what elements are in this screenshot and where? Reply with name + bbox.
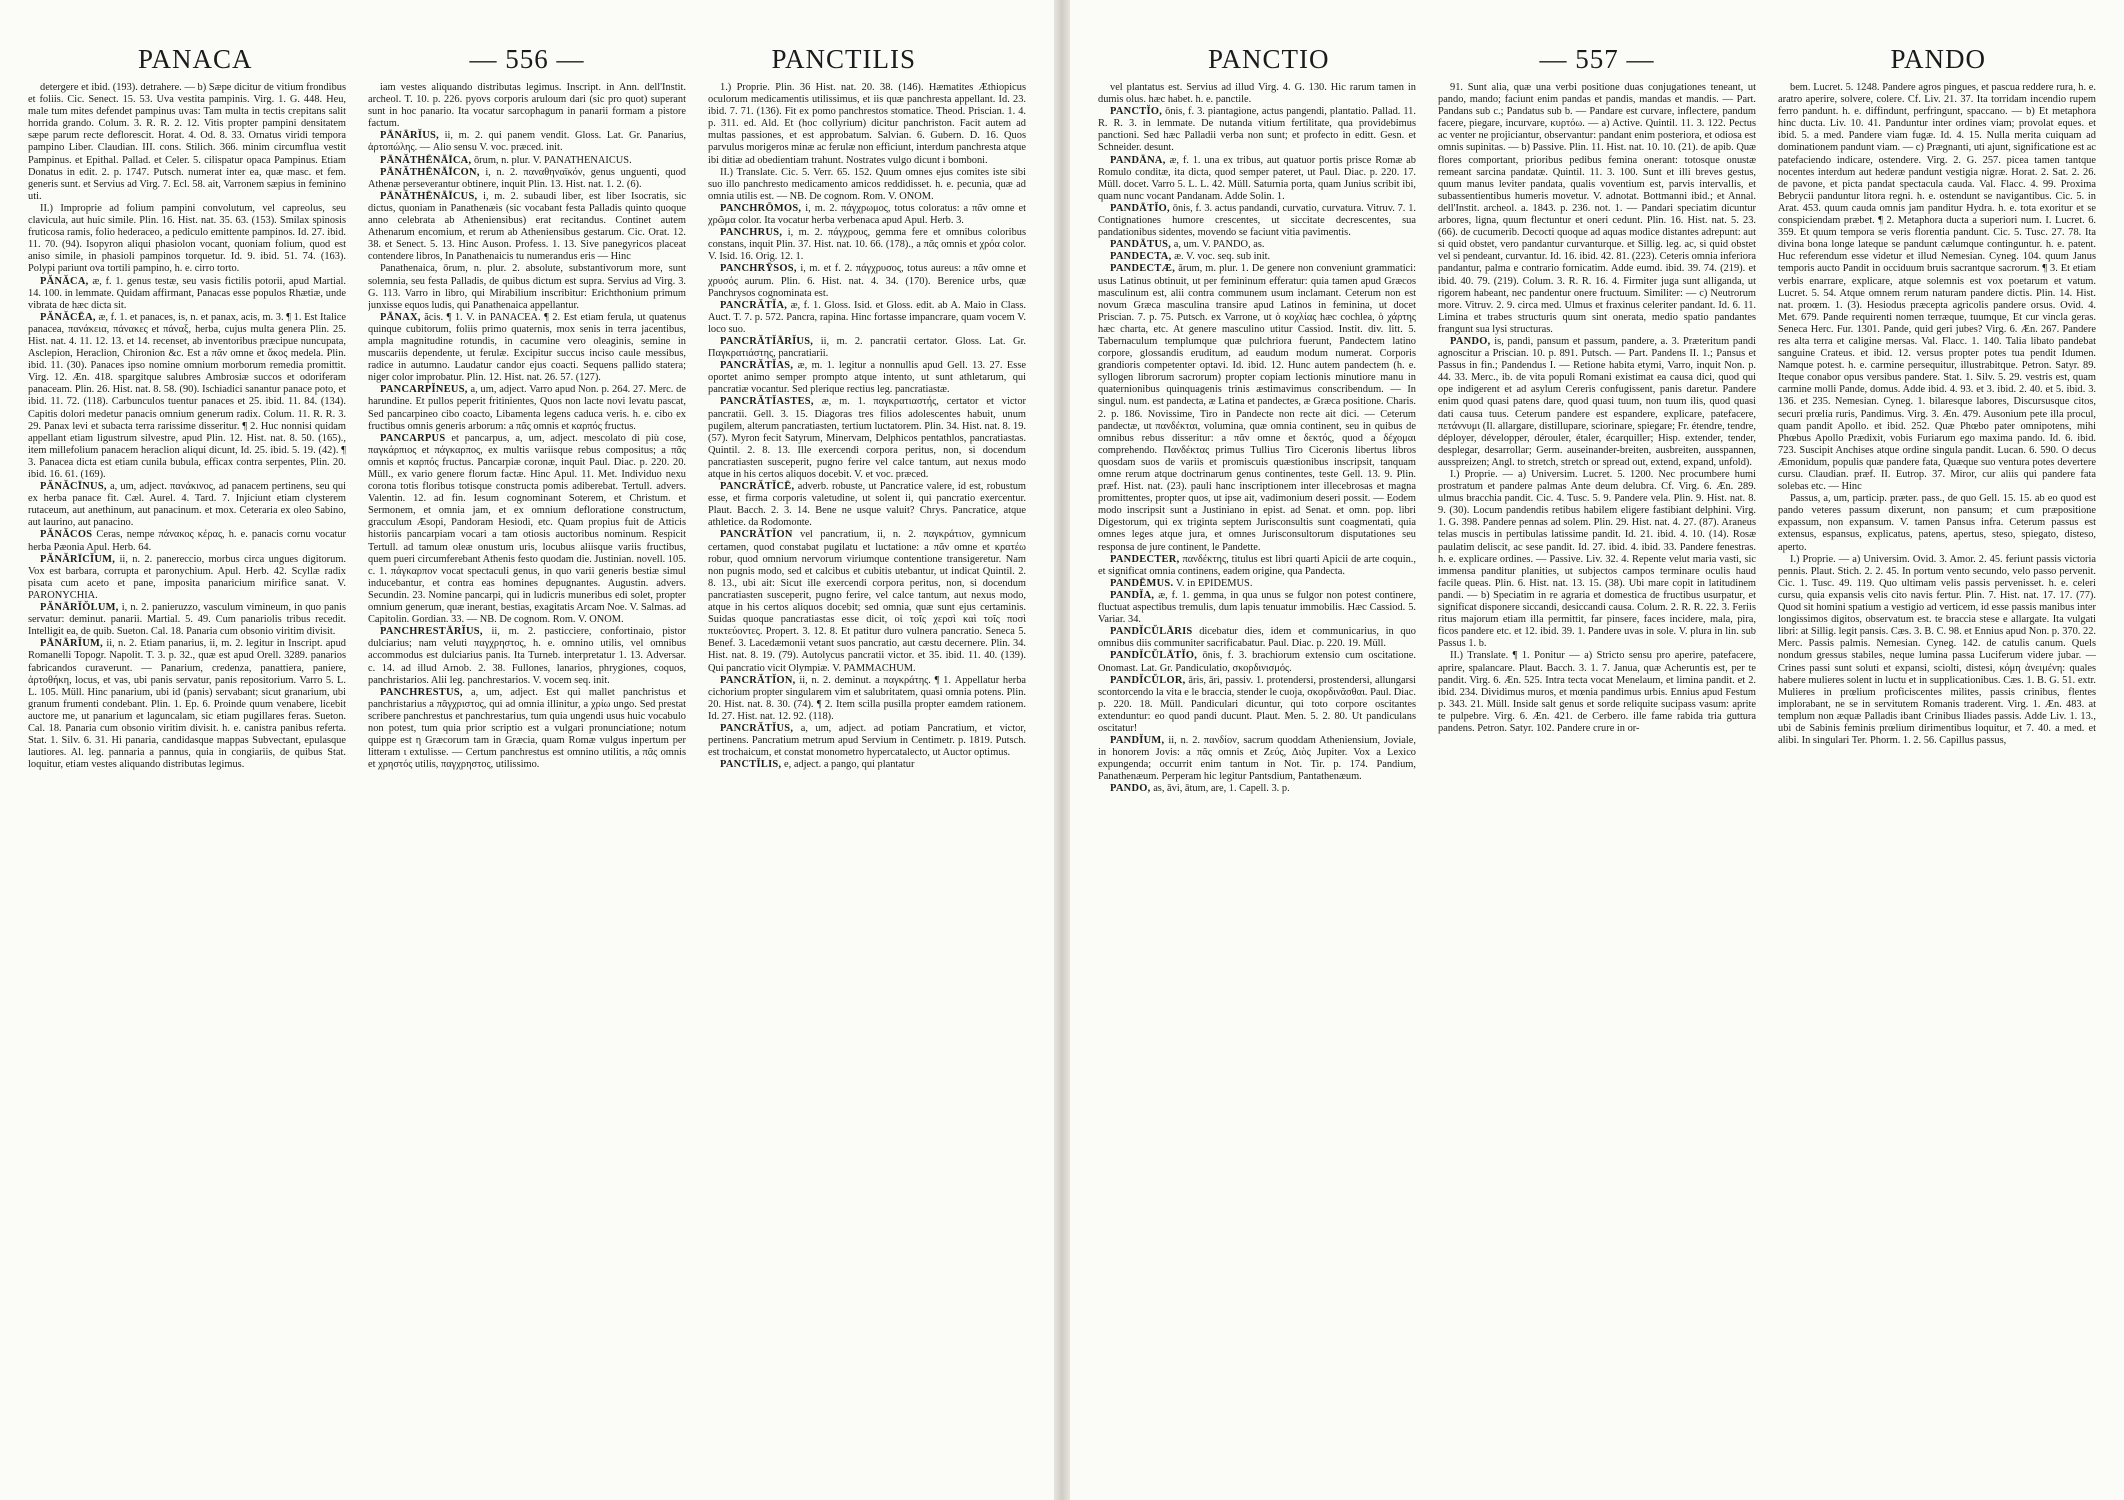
text-column bbox=[708, 82, 1026, 1466]
dictionary-entry bbox=[1098, 155, 1416, 203]
entry-text: æ, f. 1. genus testæ, seu vasis fictilis potorii, apud Martial. 14. 100. in lemmate. Quidam affirmant, Panacas esse populos Rhætiæ, unde vibrata de hæc dicta sit. bbox=[28, 275, 346, 311]
dictionary-entry bbox=[1098, 263, 1416, 553]
dictionary-entry bbox=[708, 336, 1026, 360]
entry-text: e, adject. a pango, qui plantatur bbox=[784, 759, 915, 771]
entry-text: detergere et ibid. (193). detrahere. — b) Sæpe dicitur de vitium frondibus et foliis. Cic. Senect. 15. 53. Uva vestita pampinis. Virg. 1. G. 448. Heu, male tum mites defendet pampinus uvas: Tam multa in tectis crepitans salit horrida grando. Colum. 3. R. R. 2. 12. Vitis propter pampini densitatem sæpe parum recte deflorescit. Horat. 4. Od. 8. 33. Ornatus viridi tempora pampino Liber. Claudian. III. cons. Stilich. 366. minim circumflua vestit Pampinus. et Epithal. Pallad. et Celer. 5. cilispatur opaca Pampinus. Etiam Donatus in edit. 2. p. 1747. Putsch. numerat inter ea, quæ masc. et fem. generis sunt. et Servius ad Virg. 7. Ecl. 58. ait, Varronem sæpius in feminino uti. bbox=[28, 82, 346, 202]
entry-lemma: PANCRĂTĬON bbox=[720, 529, 793, 541]
entry-text: I.) Proprie. — a) Universim. Ovid. 3. Amor. 2. 45. feriunt passis victoria pennis. Plaut. Stich. 2. 2. 45. In portum vento secundo, velo passo pervenit. Cic. 1. Tusc. 49. 119. Quo ultimam velis passis pervenisset. h. e. celeri cursu, quia expansis velis cito navis fertur. Plin. 7. Hist. nat. 17. 17. (77). Quod sit homini spatium a vestigio ad verticem, id esse passis manibus inter longissimos digitos, observatum est. te braccia stese e allargate. Ita vulgati libri: at Sillig. legit pansis. Cæs. 3. B. C. 98. et Ennius apud Non. p. 370. 22. Merc. Passis palmis. Nemesian. Cyneg. 142. de catulis canum. Quels nondum gressus stabiles, neque lumina passa Luciferum videre jubar. — Crines passi sunt soluti et expansi, sciolti, distesi, κόμη ἀνειμένη: quales habere mulieres solent in luctu et in supplicationibus. Cæs. 1. B. G. 51. extr. Mulieres in prœlium proficiscentes milites, passis crinibus, flentes implorabant, ne se in servitutem Romanis traderent. Virg. 1. Æn. 483. at templum non æquæ Palladis ibant Crinibus Iliades passis. Adde Liv. 1. 13., ubi de Sabinis feminis prœlium dirimentibus loquitur, et 7. 40. a med. et alibi. In singulari Ter. Phorm. 1. 2. 56. Capillus passus, bbox=[1778, 553, 2096, 747]
dictionary-entry bbox=[28, 203, 346, 276]
dictionary-entry bbox=[708, 396, 1026, 481]
entry-lemma: PANDECTER, bbox=[1110, 553, 1180, 565]
dictionary-entry bbox=[1098, 626, 1416, 650]
entry-lemma: PANCTĬO, bbox=[1110, 106, 1163, 118]
entry-lemma: PANCHRUS, bbox=[720, 227, 783, 239]
entry-text: vel pancratium, ii, n. 2. παγκράτιον, gymnicum certamen, quod constabat pugilatu et luctatione: a πᾶν omne et κρατέω robur, quod omnium nervorum viriumque contentione transigeretur. Nam non pugnis modo, sed et calcibus et cubitis utebantur, ut indicat Quintil. 2. 8. 13., ubi ait: Sicut ille exercendi corpora peritus, non, si docendum pancratiasten susceperit, pugno ferire, vel calce tantum, aut nexus modo, atque in his certos aliquos docebit; sed omnia, quæ sunt ejus certaminis. Suidas quoque pancratiastas esse dicit, οἱ τοῖς χερσὶ καὶ τοῖς ποσὶ πυκτεύοντες. Propert. 3. 12. 8. Et patitur duro vulnera pancratio. Seneca 5. Benef. 3. Lacedæmonii vetant suos pancratio, aut cæstu decernere. Plin. 34. Hist. nat. 8. 19. (79). Autolycus pancratii victor. et 35. ibid. 11. 40. (139). Qui pancratio vicit Olympiæ. V. PAMMACHUM. bbox=[708, 529, 1026, 674]
dictionary-entry bbox=[368, 191, 686, 264]
page-number: — 556 — bbox=[469, 44, 585, 74]
dictionary-entry bbox=[708, 227, 1026, 263]
dictionary-entry bbox=[1778, 554, 2096, 748]
dictionary-entry bbox=[28, 276, 346, 312]
entry-lemma: PANDO, bbox=[1450, 335, 1491, 347]
entry-lemma: PĂNĂCĪNUS, bbox=[40, 481, 107, 493]
dictionary-entry bbox=[28, 481, 346, 529]
entry-text: æ. V. voc. seq. sub init. bbox=[1174, 251, 1271, 263]
dictionary-entry bbox=[1438, 650, 1756, 735]
dictionary-entry bbox=[28, 638, 346, 771]
dictionary-entry bbox=[1438, 469, 1756, 650]
entry-lemma: PANCRĂTĬA, bbox=[720, 299, 788, 311]
entry-text: adverb. robuste, ut Pancratice valere, id est, robustum esse, et firma corporis valetudine, ut solent ii, qui pancratio exercentur. Plaut. Bacch. 2. 3. 14. Bene ne usque valuit? Chrys. Pancratice, atque athletice. da Rodomonte. bbox=[708, 481, 1026, 529]
dictionary-entry bbox=[1098, 578, 1416, 590]
entry-lemma: PANDĀTUS, bbox=[1110, 239, 1172, 251]
entry-text: a, um, adject. Varro apud Non. p. 264. 27. Merc. de harundine. Et pullos peperit fritinientes, Quos non lacte novi levatu pascat, Sed pancarpineo cibo coacto, Libamenta legens caduca veris. h. e. cibo ex fructibus omnis generis arborum: a πᾶς omnis et καρπός fructus. bbox=[368, 384, 686, 432]
entry-lemma: PANDĬCŬLĀTĬO, bbox=[1110, 650, 1198, 662]
entry-lemma: PANDĬUM, bbox=[1110, 735, 1165, 747]
entry-text: V. in EPIDEMUS. bbox=[1175, 577, 1253, 589]
entry-text: āris, āri, passiv. 1. protendersi, prostendersi, allungarsi scontorcendo la vita e le braccia, stender le cuoja, σκορδινᾶσθαι. Paul. Diac. p. 220. 18. Müll. Pandiculari dicuntur, qui toto corpore oscitantes extenduntur: eo quod pandi ducunt. Plaut. Men. 5. 2. 80. Ut pandiculans oscitatur! bbox=[1098, 674, 1416, 734]
entry-text: i, m. 2. subaudi liber, est liber Isocratis, sic dictus, quoniam in Panathenæis (sic vocabant festa Palladis quinto quoque anno celebrata ab Atheniensibus) erat recitandus. Continet autem Athenarum encomium, et rerum ab Atheniensibus gestarum. Cic. Orat. 12. 38. et Senect. 5. 13. Hinc Auson. Profess. 1. 13. Sive panegyricos placeat contendere libros, In Panathenaicis tu numerandus eris — Hinc bbox=[368, 190, 686, 263]
dictionary-entry bbox=[28, 82, 346, 203]
entry-text: 1.) Proprie. Plin. 36 Hist. nat. 20. 38. (146). Hæmatites Æthiopicus oculorum medicamentis utilissimus, et iis quæ panchresta appellant. Id. 23. ibid. 7. 71. (136). Fit ex pomo panchrestos stomatice. Theod. Priscian. 1. 4. p. 311. ed. Ald. Et (hoc collyrium) dicitur panchriston. Facit autem ad multas passiones, et est approbatum. Salvian. 6. Gubern. D. 16. Quos parvulus morigeros minæ ac ferulæ non efficiunt, interdum panchresta atque ibi ditiæ ad obedientiam trahunt. Nostrates vulgo dicunt i bomboni. bbox=[708, 82, 1026, 166]
entry-text: as, āvi, ātum, are, 1. Capell. 3. p. bbox=[1153, 783, 1290, 795]
entry-text: æ, f. 1. Gloss. Isid. et Gloss. edit. ab A. Maio in Class. Auct. T. 7. p. 572. Pancra, rapina. Hinc fortasse impancrare, quam vocem V. loco suo. bbox=[708, 299, 1026, 335]
dictionary-entry bbox=[28, 312, 346, 481]
dictionary-entry bbox=[708, 300, 1026, 336]
entry-lemma: PANCHRŌMOS, bbox=[720, 202, 802, 214]
dictionary-entry bbox=[1778, 82, 2096, 493]
header-left-headword: PANCTIO bbox=[1208, 44, 1330, 74]
entry-text: II.) Improprie ad folium pampini convolutum, vel capreolus, seu clavicula, aut huic simile. Plin. 16. Hist. nat. 35. 63. (153). Smilax spinosis fruticosa ramis, folio hederaceo, a pediculo emittente pampinos. Id. 27. ibid. 11. 70. (94). Isopyron aliqui phasiolon vocant, quoniam folium, quod est aniso simile, in phasioli pampinos torquetur. Id. 9. ibid. 51. 74. (163). Polypi pariunt ova tortili pampino, h. e. cirro torto. bbox=[28, 202, 346, 275]
dictionary-entry bbox=[28, 602, 346, 638]
dictionary-entry bbox=[1098, 82, 1416, 106]
entry-text: a, um. V. PANDO, as. bbox=[1173, 239, 1265, 251]
entry-lemma: PĀNĀRĬUM, bbox=[40, 638, 104, 650]
entry-text: πανδέκτης, titulus est libri quarti Apicii de arte coquin., et significat omnia continens, eadem origine, qua Pandecta. bbox=[1098, 553, 1416, 577]
dictionary-entry bbox=[708, 203, 1026, 227]
entry-text: a, um, adject. Est qui mallet panchristus et panchristarius a πᾶγχριστος, qui ad omnia illinitur, a χρίω ungo. Sed prestat scribere panchrestus et panchrestarius, tum quia ungendi usus huic vocabulo non potest, tum quia prior scriptio est a vulgari pronunciatione; notum quippe est η Græcorum tam in Græcia, quam Romæ vulgus inpertum per litteram ι extulisse. — Certum panchrestus est omnino utilitis, a πᾶς omnis et χρηστός utilis, παγχρηστος, utilissimo. bbox=[368, 686, 686, 771]
entry-lemma: PĂNĀRĬŎLUM, bbox=[40, 602, 119, 614]
text-column bbox=[368, 82, 686, 1466]
entry-text: ōnis, f. 3. actus pandandi, curvatio, curvatura. Vitruv. 7. 1. Contignationes humore crescentes, ut siccitate decrescentes, sua pandationibus sidentes, movendo se faciunt vitia pavimentis. bbox=[1098, 202, 1416, 239]
entry-lemma: PĀNĂTHĒNĀĪCUS, bbox=[380, 190, 478, 202]
text-column bbox=[1778, 82, 2096, 1466]
entry-text: a, um, adject. ad potiam Pancratium, et victor, pertinens. Pancratium metrum apud Servium in Centimetr. p. 1819. Putsch. est trochaicum, et constat monometro hypercatalecto, ut Auctor optimus. bbox=[708, 722, 1026, 759]
text-columns bbox=[1098, 82, 2096, 1466]
dictionary-entry bbox=[28, 529, 346, 553]
entry-text: a, um, adject. πανάκινος, ad panacem pertinens, seu qui ex herba panace fit. Cæl. Aurel. 4. Tard. 7. Injiciunt etiam clysterem rutaceum, aut anethinum, aut panacinum. et mox. Ceteraria ex oleo Sabino, aut laurino, aut panacino. bbox=[28, 481, 346, 529]
entry-text: i, n. 2. panieruzzo, vasculum vimineum, in quo panis servatur: deminut. panarii. Martial. 5. 49. Cum panariolis tribus recedit. Intelligit ea, de quib. Sueton. Cal. 18. Panaria cum obsonio viritim divisit. bbox=[28, 602, 346, 638]
dictionary-entry bbox=[708, 263, 1026, 299]
dictionary-entry bbox=[368, 130, 686, 154]
entry-lemma: PANCTĬLIS, bbox=[720, 759, 782, 771]
dictionary-entry bbox=[1098, 251, 1416, 263]
entry-lemma: PANDĀNA, bbox=[1110, 154, 1166, 166]
entry-text: ōnis, f. 3. brachiorum extensio cum oscitatione. Onomast. Lat. Gr. Pandiculatio, σκορδινισμός. bbox=[1098, 650, 1416, 674]
dictionary-entry bbox=[708, 675, 1026, 723]
entry-lemma: PANCARPUS bbox=[380, 432, 446, 444]
dictionary-entry bbox=[368, 433, 686, 627]
entry-text: et pancarpus, a, um, adject. mescolato di più cose, παγκάρπιος et πάγκαρπος, ex multis variisque rebus compositus; a πᾶς omnis et καρπός fructus. Pancarpiæ coronæ, inquit Paul. Diac. p. 220. 20. Müll., ex vario genere florum factæ. Hinc Apul. 11. Met. Individuo nexu corona totis floribus totisque constructa pomis adiberebat. Tertull. advers. Valentin. 12. ad fin. Iesum cognominant Soterem, et Christum. et Sermonem, et omnia jam, et ex omnium defloratione constructum, gracculum Æsopi, Pandoram Hesiodi, etc. Quam propius fuit de Atticis historiis pancarpiam vocari a tam otiosis auctoribus nominum. Respicit Tertull. ad tamum oleæ onustum uris, locubus aliisque variis fructibus, quem pueri circumferebant Athenis festo quodam die. Justinian. novell. 105. c. 1. πάγκαρπον vocat spectaculi genus, in quo varii generis bestiæ simul inducebantur, et contra eas homines depugnantes. Augustin. advers. Secundin. 23. Nomine pancarpi, qui in ludicris muneribus edi solet, propter omnium generum, quæ inerant, bestias, exagitatis Arcam Noe. V. Salmas. ad Capitolin. Gordian. 33. — NB. De cognom. Rom. V. ONOM. bbox=[368, 432, 686, 626]
header-left-headword: PANACA bbox=[138, 44, 253, 74]
entry-lemma: PANCRĂTĬAS, bbox=[720, 360, 794, 372]
left-dictionary-page bbox=[0, 0, 1054, 1500]
dictionary-entry bbox=[368, 155, 686, 167]
entry-text: dicebatur dies, idem et communicarius, in quo omnibus diis communiter sacrificabatur. Paul. Diac. p. 220. 19. Müll. bbox=[1098, 626, 1416, 650]
dictionary-entry bbox=[368, 82, 686, 130]
entry-text: ii, n. 2. Etiam panarius, ii, m. 2. legitur in Inscript. apud Romanelli Topogr. Napolit. T. 3. p. 32., quæ est apud Orell. 3289. panarios fabricandos curaverunt. — Panarium, credenza, panattiera, paniere, ἀρτοθήκη, locus, et vas, ubi panis servatur, panis repositorium. Varro 5. L. L. 105. Müll. Hinc panarium, ubi id (panis) servabant; sicut granarium, ubi granum frumenti condebant. Plin. 1. Ep. 6. Proinde quum venabere, licebit auctore me, ut panarium et laguncalam, sic etiam pugillares feras. Sueton. Cal. 18. Panaria cum obsonio viritim divisit. h. e. canistra panibus referta. Stat. 1. Silv. 6. 31. Hi panaria, candidasque mappas Subvectant, epulasque lautiores. Al. leg. pannaria a pannus, quia in congiariis, de quibus Stat. loquitur, etiam vestes aliquando distributas legimus. bbox=[28, 638, 346, 771]
dictionary-entry bbox=[1098, 203, 1416, 239]
entry-lemma: PĀNĂTHĒNĀĪCON, bbox=[380, 166, 480, 178]
entry-text: ii, n. 2. panereccio, morbus circa ungues digitorum. Vox est barbara, corrupta et paronychium. Apul. Herb. 42. Scyllæ radix pisata cum aceto et pane, imposita panaricium mirifice sanat. V. PARONYCHIA. bbox=[28, 553, 346, 601]
dictionary-entry bbox=[708, 167, 1026, 203]
entry-text: 91. Sunt alia, quæ una verbi positione duas conjugationes teneant, ut pando, mando; faciunt enim pandas et pandis, mandas et mandis. — Part. Pandans sub c.; Pandatus sub b. — Pandare est curvare, inflectere, pandum facere, piegare, incurvare, κυρτόω. — a) Active. Quintil. 11. 3. 122. Pectus ac venter ne projiciantur, observantur: pandant enim posteriora, et odiosa est omnis supinitas. — b) Passive. Plin. 11. Hist. nat. 10. 10. (21). de apib. Quæ flores comportant, prioribus pedibus femina onerant: totosque onustæ remeant sarcina pandatæ. Quintil. 11. 3. 100. Sunt et illi breves gestus, quum manus leviter pandata, qualis voventium est, parvis intervallis, et subassentientibus humeris movetur. V. adnotat. Bottmanni ibid.; et Annal. dell'Instit. archeol. a. 1843. p. 236. not. 1. — Pandari speciatim dicuntur arbores, ligna, quum flectuntur et oneri cedunt. Plin. 16. Hist. nat. 5. 23. (66). de cucumerib. Decocti quoque ad aquas modice distantes adrepunt: aut si quid obstet, vero pandantur curvanturque. et Sillig. leg. ac, si quid obstet vel si pendeant, curvantur. Id. 16. ibid. 42. 81. (223). Ceteris omnia inferiora pandantur, palma e contrario fornicatim. Adde eumd. ibid. 39. 74. (219). et ibid. 40. 79. (219). Colum. 3. R. R. 16. 4. Firmiter juga sunt alliganda, ut rigorem habeant, nec pandentur onere fructuum. Similiter: — c) Neutrorum more. Vitruv. 2. 9. circa med. Ulmus et fraxinus celeriter pandant. Id. 6. 11. Limina et trabes structuris quum sint onerata, medio spatio pandantes frangunt sua lysi structuras. bbox=[1438, 82, 1756, 335]
entry-text: æ, f. 1. et panaces, is, n. et panax, acis, m. 3. ¶ 1. Est Italice panacea, πανάκεια, πάνακες et πάναξ, herba, cujus multa genera Plin. 25. Hist. nat. 4. 11. 12. 13. et 14. recenset, ab inventoribus præcipue nuncupata, Asclepion, Heraclion, Chironion &c. Est a πᾶν omne et ἄκος medela. Plin. ibid. 11. (30). Panaces ipso nomine omnium morborum remedia promittit. Virg. 12. Æn. 418. spargitque salubres Ambrosiæ succos et odoriferam panaceam. Plin. 26. Hist. nat. 8. 58. (90). Ischiadici sanantur panace poto, et ibid. 11. 72. (118). Carbunculos tuentur panaces et 25. ibid. 11. 84. (134). Capitis dolori medetur panacis omnium generum radix. Colum. 11. R. R. 3. 29. Panax levi et subacta terra rarissime disseritur. ¶ 2. Huc nonnisi quidam appellant etiam ligustrum silvestre, apud Plin. 12. Hist. nat. 8. 50. (165)., item millefolium panacem heraclion aliqui dicunt, Id. 25. ibid. 5. 19. (42). ¶ 3. Panacea dicta est etiam cunila bubula, efficax contra serpentes, Plin. 20. ibid. 16. 61. (169). bbox=[28, 311, 346, 480]
entry-lemma: PĂNĂRĪCĬUM, bbox=[40, 553, 116, 565]
entry-lemma: PANDĒMUS. bbox=[1110, 577, 1174, 589]
entry-text: ii, n. 2. πανδίον, sacrum quoddam Atheniensium, Joviale, in honorem Jovis: a πᾶς omnis et Ζεύς, Διὸς Jupiter. Vox a Lexico expungenda; occurrit enim tantum in Not. Tir. p. 174. Pandium, Panathenæum. Perperam hic legitur Pantsdium, Pantathenæum. bbox=[1098, 735, 1416, 783]
entry-lemma: PANCHRESTĀRĬUS, bbox=[380, 626, 483, 638]
entry-text: æ, m. 1. legitur a nonnullis apud Gell. 13. 27. Esse oportet animo semper prompto atque intento, ut sunt athletarum, qui pancratiæ vocantur. Sed plerique rectius leg. pancratiastæ. bbox=[708, 360, 1026, 396]
entry-lemma: PANDĬCŬLOR, bbox=[1110, 674, 1186, 686]
entry-lemma: PĂNĂCA, bbox=[40, 275, 89, 287]
entry-text: vel plantatus est. Servius ad illud Virg. 4. G. 130. Hic rarum tamen in dumis olus. hæc habet. h. e. panctile. bbox=[1098, 82, 1416, 106]
entry-lemma: PANCRĂTĬASTES, bbox=[720, 396, 814, 408]
entry-text: ii, m. 2. qui panem vendit. Gloss. Lat. Gr. Panarius, ἀρτοπώλης. — Alio sensu V. voc. præced. init. bbox=[368, 130, 686, 154]
entry-lemma: PĂNĂCĒA, bbox=[40, 311, 96, 323]
dictionary-entry bbox=[1098, 675, 1416, 735]
entry-text: æ, f. 1. una ex tribus, aut quatuor portis prisce Romæ ab Romulo conditæ, ita dicta, quod semper pateret, ut Paul. Diac. p. 220. 17. Müll. docet. Varro 5. L. L. 42. Müll. Saturnia porta, quam Junius scribit ibi, quam nunc vocant Pandanam. Adde Solin. 1. bbox=[1098, 154, 1416, 202]
entry-lemma: PANCRĂTĬĀRĬUS, bbox=[720, 335, 814, 347]
right-dictionary-page bbox=[1070, 0, 2124, 1500]
entry-lemma: PANCHRȲSOS, bbox=[720, 263, 797, 275]
entry-text: Ceras, nempe πάνακος κέρας, h. e. panacis cornu vocatur herba Pæonia Apul. Herb. 64. bbox=[28, 529, 346, 553]
entry-lemma: PĀNĂTHĒNĀĪCA, bbox=[380, 154, 472, 166]
entry-text: ārum, m. plur. 1. De genere non conveniunt grammatici: usus Latinus obtinuit, ut per femininum efferatur: quia tamen apud Græcos masculinum est, alii contra communem usum inclamant. Ceterum non est novum Græca masculina transire apud Latinos in feminina, ut docet Priscian. 7. p. 75. Putsch. ex Varrone, ut ὁ κοχλίας hæc cochlea, ὁ χάρτης hæc charta, etc. At genere masculino utitur Cassiod. Instit. div. litt. 5. Tabernaculum templumque quæ pulchriora fuerunt, Pandectem latino corpore, glossandis eruditum, ad eaudum modum numerat. Corporis grandioris competenter optavi. Id. ibid. 12. Hunc autem pandectem (h. e. syllogen librorum sacrorum) propter copiam lectionis minutiore manu in quaternionibus quinquagenis trinis æstimavimus conscribendum. — In singul. num. est pandecta, æ Latina et pandectes, æ Græca positione. Charis. 2. p. 186. Novissime, Tiro in Pandecte non recte ait dici. — Ceterum pandectæ, ut πανδέκται, volumina, quæ omnia continent, seu in quibus de omnibus rebus disseritur: a πᾶν omne et δεκτός, quod a δέχομαι comprehendo. Πανδέκτας primus Tullius Tiro Ciceronis libertus libros quosdam suos de variis et promiscuis quæstionibus inscripsit, tanquam omne rerum atque doctrinarum genus continentes, teste Gell. 13. 9. Plin. præf. Hist. nat. (23). pauli hanc inscriptionem inter illecebrosas et magna promittentes, propter quos, ut ipse ait, vadimonium deseri possit. — Eodem modo inscripsit sunt a Justiniano in epist. ad Senat. et omn. pop. libri Digestorum, qui ex triginta septem Jurisconsultis sunt coagmentati, quia omnes leges atque jura, et omnes Jurisconsultorum disputationes seu responsa de jure continent, le Pandette. bbox=[1098, 263, 1416, 553]
entry-lemma: PANDECTA, bbox=[1110, 251, 1172, 263]
entry-lemma: PANCRĂTĬON, bbox=[720, 674, 796, 686]
entry-lemma: PANCRĂTĬCĒ, bbox=[720, 481, 795, 493]
dictionary-entry bbox=[1098, 590, 1416, 626]
page-number: — 557 — bbox=[1539, 44, 1655, 74]
entry-lemma: PANDĀTĬO, bbox=[1110, 202, 1170, 214]
dictionary-entry bbox=[1438, 82, 1756, 336]
dictionary-entry bbox=[368, 167, 686, 191]
dictionary-entry bbox=[708, 360, 1026, 396]
dictionary-entry bbox=[708, 759, 1026, 771]
entry-text: æ, m. 1. παγκρατιαστής, certator et victor pancratii. Gell. 3. 15. Diagoras tres filios adolescentes habuit, unum pugilem, alterum pancratiasten, tertium luctatorem. Plin. 34. Hist. nat. 8. 19. (57). Myron fecit Satyrum, Minervam, Delphicos pentathlos, pancratiastas. Quintil. 2. 8. 13. Ille exercendi corpora peritus, non, si docendum pancratiasten susceperit, pugno ferire vel calce tantum, aut nexus modo atque in his certos aliquos docebit. V. et voc. præced. bbox=[708, 396, 1026, 480]
entry-text: i, n. 2. παναθηναϊκόν, genus unguenti, quod Athenæ perseverantur obtinere, inquit Plin. 13. Hist. nat. 1. 2. (6). bbox=[368, 166, 686, 190]
dictionary-entry bbox=[708, 82, 1026, 167]
dictionary-entry bbox=[368, 687, 686, 772]
dictionary-entry bbox=[1098, 106, 1416, 154]
dictionary-entry bbox=[708, 723, 1026, 759]
text-column bbox=[1098, 82, 1416, 1466]
entry-text: Passus, a, um, particip. præter. pass., de quo Gell. 15. 15. ab eo quod est pando veteres passum dixerunt, non pansum; et cum præpositione expassum, non expansum. V. tamen Pansus infra. Ceterum passus est extensus, espansus, explicatus, patens, apertus, steso, spiegato, disteso, aperto. bbox=[1778, 493, 2096, 553]
entry-lemma: PĀNĀRĬUS, bbox=[380, 130, 439, 142]
entry-text: æ, f. 1. gemma, in qua unus se fulgor non potest continere, fluctuat aspectibus tremulis, dum lapis tenuatur immobilis. Hæc Cassiod. 5. Variar. 34. bbox=[1098, 589, 1416, 626]
entry-text: ăcis. ¶ 1. V. in PANACEA. ¶ 2. Est etiam ferula, ut quatenus quinque cubitorum, foliis primo quaternis, mox senis in terra jacentibus, ampla magnitudine rotundis, in cacumine vero oleaginis, semine in muscariis dependente, ut ferulæ. Excipitur succus inciso caule messibus, radice in autumno. Laudatur candor ejus coacti. Sequens pallido statera; niger color improbatur. Plin. 12. Hist. nat. 26. 57. (127). bbox=[368, 311, 686, 384]
dictionary-entry bbox=[368, 626, 686, 686]
dictionary-entry bbox=[368, 312, 686, 385]
book-gutter bbox=[1054, 0, 1070, 1500]
entry-lemma: PANCHRESTUS, bbox=[380, 686, 463, 698]
dictionary-entry bbox=[368, 384, 686, 432]
entry-lemma: PANCARPĬNEUS, bbox=[380, 384, 468, 396]
page-header bbox=[28, 44, 1026, 84]
entry-lemma: PANDĬA, bbox=[1110, 589, 1155, 601]
entry-text: ōnis, f. 3. piantagione, actus pangendi, plantatio. Pallad. 11. R. R. 3. in lemmate. De nutanda vitium fertilitate, qua providebimus panctioni. Sed hæc Palladii verba non sunt; et profecto in editt. Gesn. et Schneider. desunt. bbox=[1098, 106, 1416, 154]
dictionary-entry bbox=[1098, 783, 1416, 795]
dictionary-entry bbox=[1098, 650, 1416, 674]
entry-text: Panathenaica, ōrum, n. plur. 2. absolute, substantivorum more, sunt solemnia, seu festa Palladis, de quibus dictum est supra. Servius ad Virg. 3. G. 113. Varro in libro, qui Mirabilium inscribitur: Erichthonium primum junxisse equos ludis, qui Panathenaica appellantur. bbox=[368, 263, 686, 311]
entry-text: ii, m. 2. pasticciere, confortinaio, pistor dulciarius; nam veluti παγχρηστος, h. e. omnino utilis, vel omnibus accommodus est dulciarius panis. Ita Turneb. interpretatur 1. 13. Adversar. c. 14. ad illud Arnob. 2. 38. Fullones, lanarios, phrygiones, coquos, panchristarios. Alii leg. panchrestarios. V. vocem seq. init. bbox=[368, 626, 686, 686]
header-right-headword: PANCTILIS bbox=[771, 44, 916, 74]
entry-text: is, pandi, pansum et passum, pandere, a. 3. Præteritum pandi agnoscitur a Priscian. 10. p. 891. Putsch. — Part. Pandens II. 1.; Pansus et Passus in fin.; Pandendus I. — Retione habita etymi, Varro, inquit Non. p. 44. 33. Merc., ib. de vita populi Romani existimat ea causa dici, quod qui ope indigerent et ad asylum Cereris confugissent, panis daretur. Pandere enim quod quasi patens dare, quod quasi tuum, non tuum ilis, quod quasi dati causa tuus. Ceterum pandere est espandere, explicare, patefacere, πετάννυμι (Il. allargare, distillupare, sciorinare, spiegare; Fr. étendre, tendre, déployer, développer, dérouler, étaler, écarquiller; Hisp. extender, tender, desplegar, desarrollar; Germ. auseinander-breiten, ausbreiten, ausspannen, ausspreizen; Angl. to stretch, stretch or spread out, extend, expand, unfold). bbox=[1438, 335, 1756, 468]
entry-text: ōrum, n. plur. V. PANATHENAICUS. bbox=[473, 154, 632, 166]
entry-text: iam vestes aliquando distributas legimus. Inscript. in Ann. dell'Instit. archeol. T. 10. p. 226. pyovs corporis aruloum dari (sic pro quot) superant sunt in hoc panario. Ita vocatur sarcophagum in panarii formam a pistore factum. bbox=[368, 82, 686, 130]
dictionary-entry bbox=[708, 529, 1026, 674]
text-column bbox=[1438, 82, 1756, 1466]
entry-text: i, m. 2. πάγχρους, gemma fere et omnibus coloribus constans, inquit Plin. 37. Hist. nat. 10. 66. (178)., a πᾶς omnis et χρόα color. V. Isid. 16. Orig. 12. 1. bbox=[708, 227, 1026, 263]
entry-text: bem. Lucret. 5. 1248. Pandere agros pingues, et pascua reddere rura, h. e. aratro aperire, solvere, colere. Cf. Liv. 21. 37. Ita torridam incendio rupem ferro pandunt. h. e. diffindunt, perfringunt, spaccano. — b) Et metaphora hinc ducta. Liv. 10. 41. Panduntur inter ordines viam; provolat eques. et ibid. 5. a med. Pandere viam fugæ. Id. 4. 15. Nulla merita cuiquam ad dominationem pandunt viam. — c) Prægnanti, uti ajunt, significatione est ac patefaciendo indicare, ostendere. Virg. 2. G. 257. picea tamen tantque nocentes interdum aut hederæ pandunt vestigia nigræ. Horat. 2. Sat. 2. 26. de pavone, et picta pandat spectacula cauda. Val. Flacc. 4. 99. Proxima Bebrycii panduntur litora regni. h. e. ostendunt se navigantibus. Cic. 5. in Arat. 453. quum cauda omnis jam panditur Hydra. h. e. tota exoritur et se conspiciendam præbet. ¶ 2. Metaphora ducta a superiori num. I. Lucret. 6. 359. Et quum tempora se veris florentia pandunt. Cic. 5. Tusc. 27. 78. Ita divina bona longe lateque se pandunt cælumque continguntur. h. e. patent. Huc referendum esse videtur et illud Nemesian. Cyneg. 104. quum Janus temporis aucto Pandit in occiduum bruis sacrantque sacrorum. ¶ 3. Et etiam verbis enarrare, explicare, atque solemnis est vox poetarum et vatum. Lucret. 5. 54. Atque omnem rerum naturam pandere dictis. Plin. 14. Hist. nat. proœm. 1. (3). Hesiodus præcepta agricolis pandere orsus. Ovid. 4. Met. 679. Pande requirenti nomen terræque, tuumque, Et cur vincla geras. Seneca Herc. Fur. 1301. Pande, quid geri jubes? Virg. 6. Æn. 267. Pandere res alta terra et caligine mersas. Val. Flacc. 1. 140. Talia libato pandebat sanguine Crateus. et ibid. 12. versus propter potes tua pendit Idumen. Namque potest. h. e. carmine persequitur, illustrabitque. Petron. Satyr. 89. Iteque conabor opus versibus pandere. Stat. 1. Silv. 5. 29. vestris est, quam carmine molli Pande, domus. Adde ibid. 4. 93. et 3. ibid. 2. 40. et 5. ibid. 3. 136. et 235. Nemesian. Cyneg. 1. bilaresque labores, Discursusque citos, securi prœlia ruris, Pandimus. Virg. 3. Æn. 479. Ausonium pete illa procul, quam pandit Apollo. et ibid. 252. Quæ Phœbo pater omnipotens, mihi Phœbus Apollo Prædixit, vobis Furiarum ego maxima pando. Id. 6. ibid. 723. Suscipit Anchises atque ordine singula pandit. Lucan. 6. 590. O decus Æmonidum, populis quæ pandere fata, Quæque suo ventura potes devertere cursu. Claudian. præf. II. Eutrop. 37. Miror, cur aliis qui pandere fata solebas etc. — Hinc bbox=[1778, 82, 2096, 493]
entry-lemma: PANCRĂTĬUS, bbox=[720, 722, 794, 734]
dictionary-entry bbox=[1438, 336, 1756, 469]
entry-lemma: PANDECTÆ, bbox=[1110, 263, 1176, 275]
dictionary-entry bbox=[28, 554, 346, 602]
entry-lemma: PANDO, bbox=[1110, 783, 1151, 795]
entry-text: ii, n. 2. deminut. a παγκράτης. ¶ 1. Appellatur herba cichorium propter singularem vim et salubritatem, quasi omnia potens. Plin. 20. Hist. nat. 8. 30. (74). ¶ 2. Item scilla pusilla propter eamdem rationem. Id. 27. Hist. nat. 12. 92. (118). bbox=[708, 674, 1026, 722]
dictionary-entry bbox=[708, 481, 1026, 529]
entry-lemma: PĂNĂCOS bbox=[40, 529, 93, 541]
text-column bbox=[28, 82, 346, 1466]
entry-text: i, m. 2. πάγχρωμος, totus coloratus: a πᾶν omne et χρῶμα color. Ita vocatur herba verbenaca apud Apul. Herb. 3. bbox=[708, 202, 1026, 227]
dictionary-entry bbox=[1098, 239, 1416, 251]
entry-lemma: PANDĬCŬLĀRIS bbox=[1110, 626, 1193, 638]
page-header bbox=[1098, 44, 2096, 84]
entry-lemma: PĀNAX, bbox=[380, 311, 421, 323]
entry-text: I.) Proprie. — a) Universim. Lucret. 5. 1200. Nec procumbere humi prostratum et pandere palmas Ante deum delubra. Cf. Virg. 6. Æn. 289. ulmus bracchia pandit. Cic. 4. Tusc. 5. 9. Pandere vela. Plin. 9. Hist. nat. 8. 9. (30). Locum pandendis retibus habilem eligere fastibiant delphini. Virg. 1. G. 398. Pandere pennas ad solem. Plin. 29. Hist. nat. 4. 27. (87). Araneus telas muscis in pertibulas latissime pandit. Id. 21. ibid. 4. 10. (14). Rosæ paulatim deliscit, ac sese pandit. Id. 27. ibid. 4. ibid. 33. Pandere fenestras. h. e. explicare ordines. — Passive. Liv. 32. 4. Repente velut maria vasti, sic immensa panditur planities, ut subjectos campos terminare oculis haud facile queas. Plin. 6. Hist. nat. 13. 15. (38). Ubi mare copit in latitudinem pandi. — b) Speciatim in re agraria et domestica de fructibus usurpatur, et significat disponere siccandi, desiccandi causa. Colum. 2. R. R. 22. 3. Feriis ritus majorum etiam illa permittit, far pinsere, faces incidere, mala, pira, ficos pandere etc. et 12. ibid. 39. 1. Pandere uvas in sole. V. plura in lin. sub Passus 1. b. bbox=[1438, 469, 1756, 650]
entry-text: II.) Translate. Cic. 5. Verr. 65. 152. Quum omnes ejus comites iste sibi suo illo panchresto medicamento amicos reddidisset. h. e. pecunia, quæ ad omnia utilis est. — NB. De cognom. Rom. V. ONOM. bbox=[708, 166, 1026, 202]
dictionary-entry bbox=[1778, 493, 2096, 553]
entry-text: II.) Translate. ¶ 1. Ponitur — a) Stricto sensu pro aperire, patefacere, aprire, spalancare. Plaut. Bacch. 3. 1. 7. Janua, quæ Acheruntis est, per te pandit. Virg. 6. Æn. 525. Intra tecta vocat Menelaum, et limina pandit. et 2. ibid. 234. Dividimus muros, et mœnia pandimus urbis. Ennius apud Festum p. 343. 21. Müll. Inside salt genus et sorde reliquite sucipass vasum: aprite te pulpebre. Virg. 6. Æn. 421. de Cerbero. ille fame rabida tria guttura pandens. Petron. Satyr. 102. Pandere crure in or- bbox=[1438, 650, 1756, 734]
entry-text: ii, m. 2. pancratii certator. Gloss. Lat. Gr. Παγκρατιάστης, pancratiarii. bbox=[708, 335, 1026, 360]
text-columns bbox=[28, 82, 1026, 1466]
dictionary-entry bbox=[1098, 554, 1416, 578]
dictionary-entry bbox=[1098, 735, 1416, 783]
dictionary-entry bbox=[368, 263, 686, 311]
header-right-headword: PANDO bbox=[1890, 44, 1986, 74]
entry-text: i, m. et f. 2. πάγχρυσος, totus aureus: a πᾶν omne et χρυσός aurum. Plin. 6. Hist. nat. 4. 34. (170). Berenice urbs, quæ Panchrysos cognominata est. bbox=[708, 263, 1026, 299]
